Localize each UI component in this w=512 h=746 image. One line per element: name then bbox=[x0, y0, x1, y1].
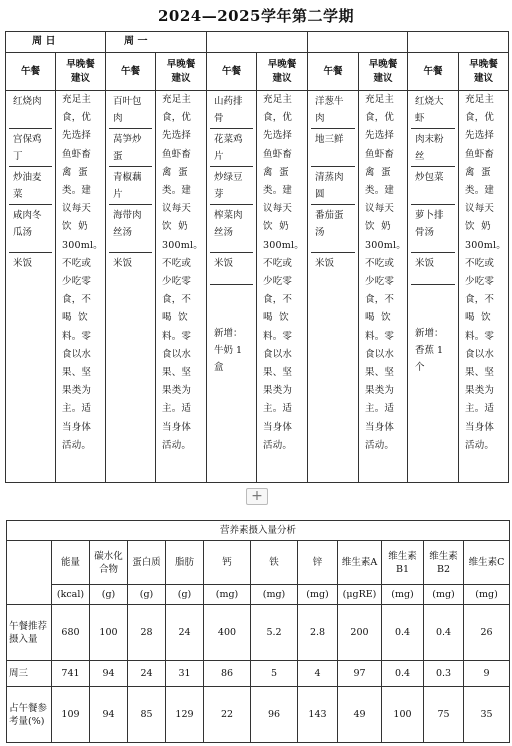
weekly-menu-table bbox=[5, 31, 509, 483]
advice-line: 果类为 bbox=[263, 385, 293, 397]
meal-advice bbox=[359, 91, 408, 483]
advice-line: 饮 奶 bbox=[365, 221, 391, 233]
advice-line: 饮 奶 bbox=[162, 221, 188, 233]
advice-line: 少吃零 bbox=[62, 276, 92, 288]
weekday-label-empty bbox=[408, 32, 509, 53]
advice-line: 鱼虾畜 bbox=[465, 148, 495, 160]
nutrition-value: 2.8 bbox=[298, 605, 338, 661]
advice-line: 先选择 bbox=[365, 130, 395, 142]
nutrition-value: 85 bbox=[128, 687, 166, 743]
advice-line: 食，不 bbox=[62, 294, 92, 306]
dish-item: 咸肉冬瓜汤 bbox=[9, 205, 52, 253]
day-dishes bbox=[6, 91, 56, 483]
nutrient-unit: (kcal) bbox=[52, 585, 90, 605]
nutrition-value: 75 bbox=[424, 687, 464, 743]
lunch-header: 午餐 bbox=[6, 53, 56, 91]
nutrition-row bbox=[7, 661, 510, 687]
advice-line: 饮 奶 bbox=[62, 221, 88, 233]
advice-line: 类。建 bbox=[365, 185, 395, 197]
advice-line: 不吃或 bbox=[162, 257, 192, 269]
advice-line: 食，不 bbox=[263, 294, 293, 306]
dish-item: 番茄蛋汤 bbox=[311, 205, 355, 253]
add-row-button[interactable]: + bbox=[246, 488, 268, 505]
advice-line: 议每天 bbox=[263, 203, 293, 215]
advice-line: 少吃零 bbox=[162, 276, 192, 288]
advice-line: 300ml。 bbox=[62, 239, 103, 251]
advice-line: 议每天 bbox=[465, 203, 495, 215]
advice-line: 充足主 bbox=[263, 94, 293, 105]
advice-line: 当身体 bbox=[62, 421, 92, 433]
meal-advice bbox=[257, 91, 308, 483]
dish-item: 红烧大虾 bbox=[411, 91, 455, 129]
dish-item: 山药排骨 bbox=[210, 91, 253, 129]
dish-item: 花菜鸡片 bbox=[210, 129, 253, 167]
advice-line: 食，不 bbox=[465, 294, 495, 306]
advice-line: 鱼虾畜 bbox=[365, 148, 395, 160]
lunch-header: 午餐 bbox=[207, 53, 257, 91]
weekday-label-empty bbox=[207, 32, 308, 53]
advice-header: 早晚餐 建议 bbox=[156, 53, 207, 91]
advice-line: 食，优 bbox=[263, 112, 293, 124]
advice-line: 活动。 bbox=[365, 439, 395, 451]
advice-line: 果、坚 bbox=[162, 367, 192, 379]
advice-header: 早晚餐 建议 bbox=[359, 53, 408, 91]
weekday-row bbox=[6, 32, 509, 53]
menu-header-row bbox=[6, 53, 509, 91]
nutrition-value: 97 bbox=[338, 661, 382, 687]
nutrition-value: 200 bbox=[338, 605, 382, 661]
dish-item: 炒绿豆芽 bbox=[210, 167, 253, 205]
advice-line: 议每天 bbox=[365, 203, 395, 215]
nutrient-name: 碳水化合物 bbox=[90, 541, 128, 585]
advice-line: 食以水 bbox=[465, 348, 495, 360]
advice-line: 果类为 bbox=[465, 385, 495, 397]
nutrition-value: 0.4 bbox=[424, 605, 464, 661]
advice-line: 食，不 bbox=[365, 294, 395, 306]
nutrition-value: 9 bbox=[464, 661, 510, 687]
advice-line: 鱼虾畜 bbox=[263, 148, 293, 160]
nutrient-name-row bbox=[7, 541, 510, 585]
weekday-label: 周 日 bbox=[6, 32, 106, 53]
advice-line: 喝 饮 bbox=[365, 312, 391, 324]
advice-line: 活动。 bbox=[263, 439, 293, 451]
nutrition-value: 0.4 bbox=[382, 661, 424, 687]
dish-item: 炒油麦菜 bbox=[9, 167, 52, 205]
page-title: 2024—2025学年第二学期 bbox=[158, 7, 354, 25]
nutrient-unit: (mg) bbox=[204, 585, 251, 605]
weekday-label-empty bbox=[308, 32, 408, 53]
nutrition-value: 143 bbox=[298, 687, 338, 743]
advice-line: 主。适 bbox=[465, 403, 495, 415]
nutrient-unit: (mg) bbox=[251, 585, 298, 605]
dish-item: 萝卜排骨汤 bbox=[411, 205, 455, 253]
advice-line: 果类为 bbox=[162, 385, 192, 397]
dish-note: 新增：牛奶 1 盒 bbox=[214, 328, 243, 373]
advice-line: 禽 蛋 bbox=[162, 166, 188, 178]
advice-line: 料。零 bbox=[465, 330, 495, 342]
nutrition-value: 24 bbox=[128, 661, 166, 687]
advice-line: 当身体 bbox=[465, 421, 495, 433]
nutrient-unit: (mg) bbox=[382, 585, 424, 605]
advice-line: 禽 蛋 bbox=[263, 166, 289, 178]
advice-line: 禽 蛋 bbox=[365, 166, 391, 178]
advice-line: 当身体 bbox=[263, 421, 293, 433]
advice-line: 果、坚 bbox=[365, 367, 395, 379]
dish-item: 海带肉丝汤 bbox=[109, 205, 152, 253]
advice-line: 喝 饮 bbox=[263, 312, 289, 324]
nutrient-name: 锌 bbox=[298, 541, 338, 585]
nutrient-unit: (mg) bbox=[464, 585, 510, 605]
advice-line: 食，优 bbox=[162, 112, 192, 124]
nutrition-value: 86 bbox=[204, 661, 251, 687]
nutrient-name: 铁 bbox=[251, 541, 298, 585]
advice-line: 充足主 bbox=[465, 94, 495, 105]
corner-cell bbox=[7, 541, 52, 605]
advice-line: 喝 饮 bbox=[465, 312, 491, 324]
nutrition-value: 0.3 bbox=[424, 661, 464, 687]
advice-line: 食以水 bbox=[365, 348, 395, 360]
dish-item: 洋葱牛肉 bbox=[311, 91, 355, 129]
advice-line: 类。建 bbox=[162, 185, 192, 197]
advice-line: 主。适 bbox=[365, 403, 395, 415]
nutrient-name: 能量 bbox=[52, 541, 90, 585]
dish-item: 红烧肉 bbox=[9, 91, 52, 129]
advice-line: 食，优 bbox=[365, 112, 395, 124]
nutrition-value: 31 bbox=[166, 661, 204, 687]
advice-line: 鱼虾畜 bbox=[62, 148, 92, 160]
advice-line: 充足主 bbox=[162, 94, 192, 105]
advice-line: 主。适 bbox=[263, 403, 293, 415]
advice-line: 禽 蛋 bbox=[62, 166, 88, 178]
advice-line: 主。适 bbox=[62, 403, 92, 415]
nutrition-row bbox=[7, 605, 510, 661]
advice-line: 议每天 bbox=[162, 203, 192, 215]
nutrient-unit-row bbox=[7, 585, 510, 605]
meal-advice bbox=[56, 91, 106, 483]
advice-line: 活动。 bbox=[162, 439, 192, 451]
nutrient-name: 蛋白质 bbox=[128, 541, 166, 585]
dish-item: 肉末粉丝 bbox=[411, 129, 455, 167]
nutrient-name: 脂肪 bbox=[166, 541, 204, 585]
advice-line: 不吃或 bbox=[465, 257, 495, 269]
advice-line: 料。零 bbox=[365, 330, 395, 342]
nutrition-value: 5.2 bbox=[251, 605, 298, 661]
advice-line: 300ml。 bbox=[365, 239, 406, 251]
nutrition-value: 49 bbox=[338, 687, 382, 743]
dish-note: 新增：香蕉 1 个 bbox=[415, 328, 444, 373]
advice-line: 果、坚 bbox=[62, 367, 92, 379]
nutrition-value: 129 bbox=[166, 687, 204, 743]
advice-line: 类。建 bbox=[263, 185, 293, 197]
advice-line: 主。适 bbox=[162, 403, 192, 415]
advice-line: 饮 奶 bbox=[263, 221, 289, 233]
nutrition-value: 35 bbox=[464, 687, 510, 743]
nutrition-analysis-table bbox=[6, 520, 510, 743]
nutrition-value: 26 bbox=[464, 605, 510, 661]
advice-line: 类。建 bbox=[62, 185, 92, 197]
lunch-header: 午餐 bbox=[408, 53, 459, 91]
row-label: 占午餐参考量(%) bbox=[7, 687, 52, 743]
row-label: 周三 bbox=[7, 661, 52, 687]
advice-line: 果、坚 bbox=[465, 367, 495, 379]
nutrition-value: 96 bbox=[251, 687, 298, 743]
nutrient-name: 维生素B2 bbox=[424, 541, 464, 585]
nutrient-name: 维生素B1 bbox=[382, 541, 424, 585]
nutrition-value: 94 bbox=[90, 687, 128, 743]
nutrient-unit: (g) bbox=[90, 585, 128, 605]
advice-line: 不吃或 bbox=[62, 257, 92, 269]
nutrient-name: 维生素C bbox=[464, 541, 510, 585]
advice-line: 食，优 bbox=[62, 112, 92, 124]
dish-item: 榨菜肉丝汤 bbox=[210, 205, 253, 253]
nutrition-value: 28 bbox=[128, 605, 166, 661]
advice-line: 食以水 bbox=[62, 348, 92, 360]
advice-line: 当身体 bbox=[162, 421, 192, 433]
nutrition-value: 109 bbox=[52, 687, 90, 743]
nutrition-value: 5 bbox=[251, 661, 298, 687]
day-dishes bbox=[207, 91, 257, 483]
nutrient-unit: (μgRE) bbox=[338, 585, 382, 605]
advice-line: 300ml。 bbox=[263, 239, 304, 251]
nutrition-value: 741 bbox=[52, 661, 90, 687]
advice-line: 充足主 bbox=[62, 94, 92, 105]
nutrient-name: 钙 bbox=[204, 541, 251, 585]
nutrition-value: 22 bbox=[204, 687, 251, 743]
advice-line: 喝 饮 bbox=[162, 312, 188, 324]
advice-line: 先选择 bbox=[162, 130, 192, 142]
advice-line: 活动。 bbox=[465, 439, 495, 451]
advice-line: 300ml。 bbox=[465, 239, 506, 251]
advice-line: 喝 饮 bbox=[62, 312, 88, 324]
dish-item: 米饭 bbox=[113, 258, 133, 269]
dish-item: 莴笋炒蛋 bbox=[109, 129, 152, 167]
nutrition-value: 400 bbox=[204, 605, 251, 661]
advice-line: 300ml。 bbox=[162, 239, 203, 251]
nutrition-value: 100 bbox=[382, 687, 424, 743]
advice-line: 食，不 bbox=[162, 294, 192, 306]
advice-line: 鱼虾畜 bbox=[162, 148, 192, 160]
nutrition-row bbox=[7, 687, 510, 743]
advice-line: 食以水 bbox=[162, 348, 192, 360]
dish-item: 青椒藕片 bbox=[109, 167, 152, 205]
advice-line: 饮 奶 bbox=[465, 221, 491, 233]
advice-line: 食以水 bbox=[263, 348, 293, 360]
dish-item: 米饭 bbox=[411, 253, 455, 285]
menu-body-row bbox=[6, 91, 509, 483]
advice-line: 少吃零 bbox=[465, 276, 495, 288]
nutrient-unit: (g) bbox=[128, 585, 166, 605]
dish-item: 米饭 bbox=[13, 258, 33, 269]
advice-line: 料。零 bbox=[263, 330, 293, 342]
meal-advice bbox=[156, 91, 207, 483]
advice-line: 当身体 bbox=[365, 421, 395, 433]
nutrition-value: 0.4 bbox=[382, 605, 424, 661]
day-dishes bbox=[308, 91, 359, 483]
advice-line: 先选择 bbox=[465, 130, 495, 142]
advice-header: 早晚餐 建议 bbox=[459, 53, 509, 91]
advice-line: 先选择 bbox=[263, 130, 293, 142]
advice-line: 议每天 bbox=[62, 203, 92, 215]
advice-line: 料。零 bbox=[162, 330, 192, 342]
day-dishes bbox=[106, 91, 156, 483]
advice-line: 果类为 bbox=[62, 385, 92, 397]
nutrient-unit: (mg) bbox=[298, 585, 338, 605]
advice-line: 充足主 bbox=[365, 94, 395, 105]
advice-line: 食，优 bbox=[465, 112, 495, 124]
dish-item: 宫保鸡丁 bbox=[9, 129, 52, 167]
nutrient-name: 维生素A bbox=[338, 541, 382, 585]
advice-header: 早晚餐 建议 bbox=[257, 53, 308, 91]
advice-line: 果类为 bbox=[365, 385, 395, 397]
nutrition-value: 94 bbox=[90, 661, 128, 687]
dish-item: 地三鲜 bbox=[311, 129, 355, 167]
advice-line: 果、坚 bbox=[263, 367, 293, 379]
nutrition-value: 680 bbox=[52, 605, 90, 661]
advice-line: 料。零 bbox=[62, 330, 92, 342]
lunch-header: 午餐 bbox=[106, 53, 156, 91]
weekday-label: 周 一 bbox=[106, 32, 207, 53]
lunch-header: 午餐 bbox=[308, 53, 359, 91]
nutrition-value: 100 bbox=[90, 605, 128, 661]
advice-line: 类。建 bbox=[465, 185, 495, 197]
advice-line: 少吃零 bbox=[263, 276, 293, 288]
nutrient-unit: (mg) bbox=[424, 585, 464, 605]
dish-item: 炒包菜 bbox=[411, 167, 455, 205]
advice-line: 不吃或 bbox=[263, 257, 293, 269]
advice-line: 少吃零 bbox=[365, 276, 395, 288]
day-dishes bbox=[408, 91, 459, 483]
advice-line: 禽 蛋 bbox=[465, 166, 491, 178]
advice-header: 早晚餐 建议 bbox=[56, 53, 106, 91]
advice-line: 不吃或 bbox=[365, 257, 395, 269]
nutrient-unit: (g) bbox=[166, 585, 204, 605]
dish-item: 清蒸肉圆 bbox=[311, 167, 355, 205]
dish-item: 米饭 bbox=[315, 258, 335, 269]
meal-advice bbox=[459, 91, 509, 483]
dish-item: 米饭 bbox=[210, 253, 253, 285]
advice-line: 活动。 bbox=[62, 439, 92, 451]
dish-item: 百叶包肉 bbox=[109, 91, 152, 129]
row-label: 午餐推荐摄入量 bbox=[7, 605, 52, 661]
nutrition-caption: 营养素摄入量分析 bbox=[7, 521, 510, 541]
advice-line: 先选择 bbox=[62, 130, 92, 142]
nutrition-value: 4 bbox=[298, 661, 338, 687]
nutrition-value: 24 bbox=[166, 605, 204, 661]
